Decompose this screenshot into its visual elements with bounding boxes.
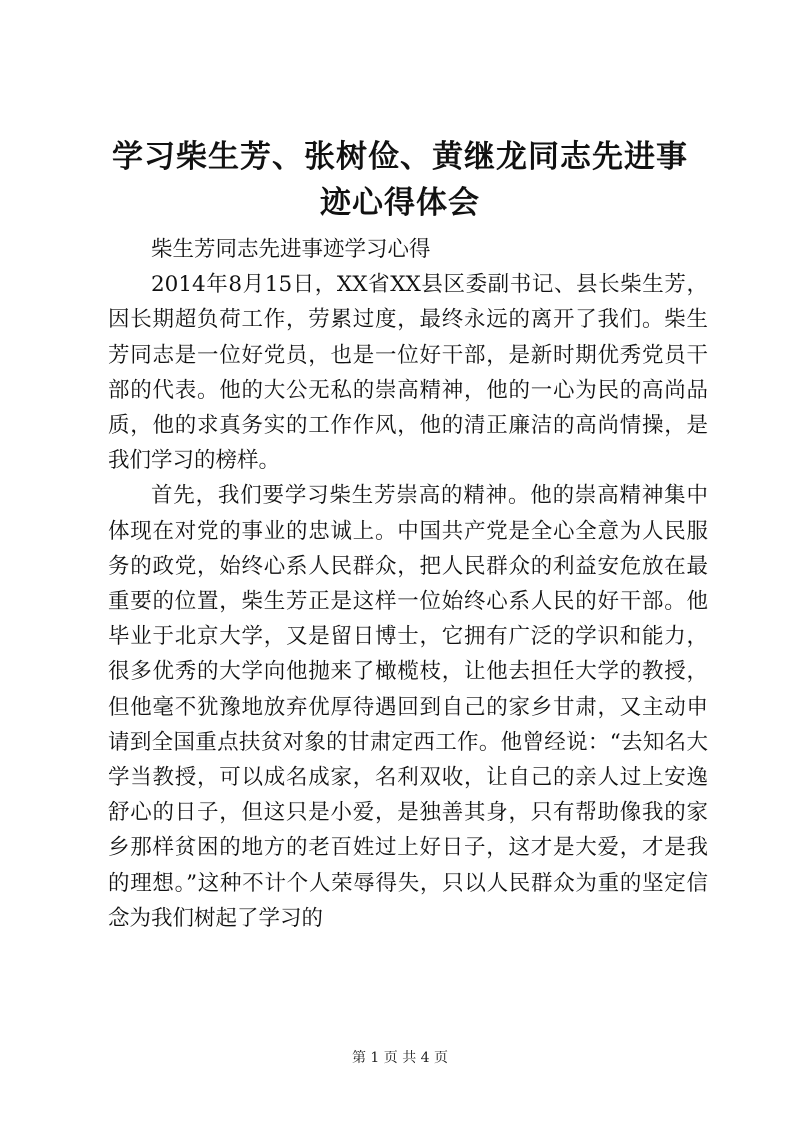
page-footer: 第 1 页 共 4 页 bbox=[351, 1050, 449, 1066]
document-title: 学习柴生芳、张树俭、黄继龙同志先进事迹心得体会 bbox=[112, 139, 688, 221]
document-body bbox=[108, 232, 708, 936]
section-subtitle: 柴生芳同志先进事迹学习心得 bbox=[151, 237, 431, 262]
paragraph: 首先，我们要学习柴生芳崇高的精神。他的崇高精神集中体现在对党的事业的忠诚上。中国共产党是全心全意为人民服务的政党，始终心系人民群众，把人民群众的利益安危放在最重要的位置，柴生芳正是这样一位始终心系人民的好干部。他毕业于北京大学，又是留日博士，它拥有广泛的学识和能力，很多优秀的大学向他抛来了橄榄枝，让他去担任大学的教授，但他毫不犹豫地放弃优厚待遇回到自己的家乡甘肃，又主动申请到全国重点扶贫对象的甘肃定西工作。他曾经说：“去知名大学当教授，可以成名成家，名利双收，让自己的亲人过上安逸舒心的日子，但这只是小爱，是独善其身，只有帮助像我的家乡那样贫困的地方的老百姓过上好日子，这才是大爱，才是我的理想。”这种不计个人荣辱得失，只以人民群众为重的坚定信念为我们树起了学习的 bbox=[108, 483, 708, 931]
paragraph: 2014年8月15日，XX省XX县区委副书记、县长柴生芳，因长期超负荷工作，劳累过度，最终永远的离开了我们。柴生芳同志是一位好党员，也是一位好干部，是新时期优秀党员干部的代表。他的大公无私的崇高精神，他的一心为民的高尚品质，他的求真务实的工作作风，他的清正廉洁的高尚情操，是我们学习的榜样。 bbox=[108, 272, 708, 474]
